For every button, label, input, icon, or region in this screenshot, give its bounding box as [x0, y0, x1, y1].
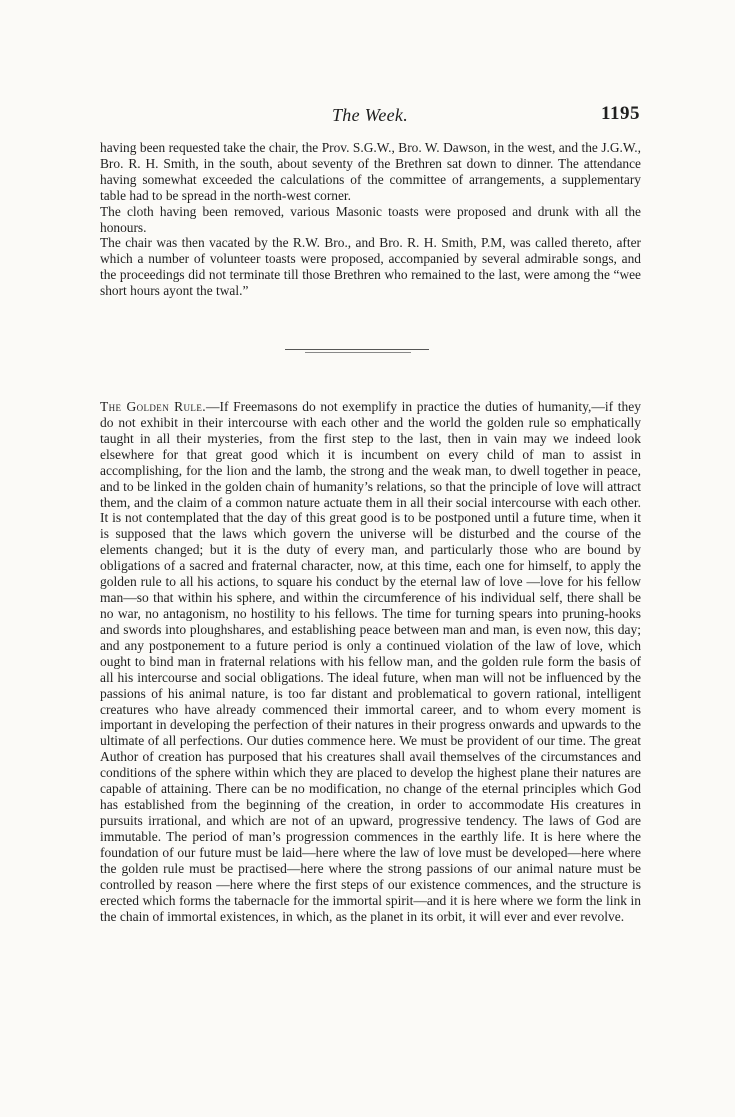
- golden-rule-article: [100, 399, 641, 924]
- dinner-report-section: [100, 140, 641, 299]
- divider-line-short: [305, 352, 411, 353]
- paragraph-dinner: having been requested take the chair, the Prov. S.G.W., Bro. W. Dawson, in the west, and the J.G.W., Bro. R. H. Smith, in the south, about seventy of the Brethren sat down to dinner. The attendance having somewhat exceeded the calculations of the committee of arrangements, a supplementary table had to be spread in the north-west corner.: [100, 140, 641, 203]
- divider-line: [285, 349, 429, 350]
- running-title: The Week.: [332, 105, 409, 125]
- article-body: —If Freemasons do not exemplify in practice the duties of humanity,—if they do not exhibit in their intercourse with each other and the world the golden rule so emphatically taught in all their mysteries, from the first step to the last, then in vain may we indeed look elsewhere for that great good which it is incumbent on every child of man to assist in accomplishing, for the lion and the lamb, the strong and the weak man, to dwell together in peace, and to be linked in the golden chain of humanity’s relations, so that the principle of love will attract them, and the claim of a common nature actuate them in all their social intercourse with each other. It is not contemplated that the day of this great good is to be postponed until a future time, when it is supposed that the laws which govern the universe will be disturbed and the course of the elements changed; but it is the duty of every man, and particularly those who are bound by obligations of a sacred and fraternal character, now, at this time, each one for himself, to apply the golden rule to all his actions, to square his conduct by the eternal law of love —love for his fellow man—so that within his sphere, and within the circumference of his individual self, there shall be no war, no antagonism, no hostility to his fellows. The time for turning spears into pruning-hooks and swords into ploughshares, and establishing peace between man and man, is even now, this day; and any postponement to a future period is only a continued violation of the law of love, which ought to bind man in fraternal relations with his fellow man, and the golden rule form the basis of all his intercourse and social obligations. The ideal future, when man will not be influenced by the passions of his animal nature, is too far distant and problematical to govern rational, intelligent creatures who have already commenced their immortal career, and to whom every moment is important in developing the perfection of their natures in their progress onwards and upwards to the ultimate of all perfections. Our duties commence here. We must be provident of our time. The great Author of creation has purposed that his creatures shall avail themselves of the circumstances and conditions of the sphere within which they are placed to develop the highest plane their natures are capable of attaining. There can be no modification, no change of the eternal principles which God has established from the beginning of the creation, in order to accommodate His creatures in pursuits irrational, and which are not of an upward, progressive tendency. The laws of God are immutable. The period of man’s progression commences in the earthly life. It is here where the foundation of our future must be laid—here where the law of love must be developed—here where the golden rule must be practised—here where the strong passions of our animal nature must be controlled by reason —here where the first steps of our existence commences, and the structure is erected which forms the tabernacle for the immortal spirit—and it is here where we form the link in the chain of immortal existences, in which, as the planet in its orbit, it will ever and ever revolve.: [100, 399, 641, 924]
- section-divider: [100, 349, 641, 355]
- article-heading: The Golden Rule.: [100, 399, 207, 414]
- paragraph-toasts: The cloth having been removed, various Masonic toasts were proposed and drunk with all the honours.: [100, 203, 641, 235]
- page-number: 1195: [601, 103, 640, 124]
- paragraph-volunteer-toasts: The chair was then vacated by the R.W. Bro., and Bro. R. H. Smith, P.M, was called thereto, after which a number of volunteer toasts were proposed, accompanied by several admirable songs, and the proceedings did not terminate till those Brethren who remained to the last, were among the “wee short hours ayont the twal.”: [100, 235, 641, 299]
- golden-rule-paragraph: [100, 399, 641, 924]
- page-header: [100, 103, 640, 127]
